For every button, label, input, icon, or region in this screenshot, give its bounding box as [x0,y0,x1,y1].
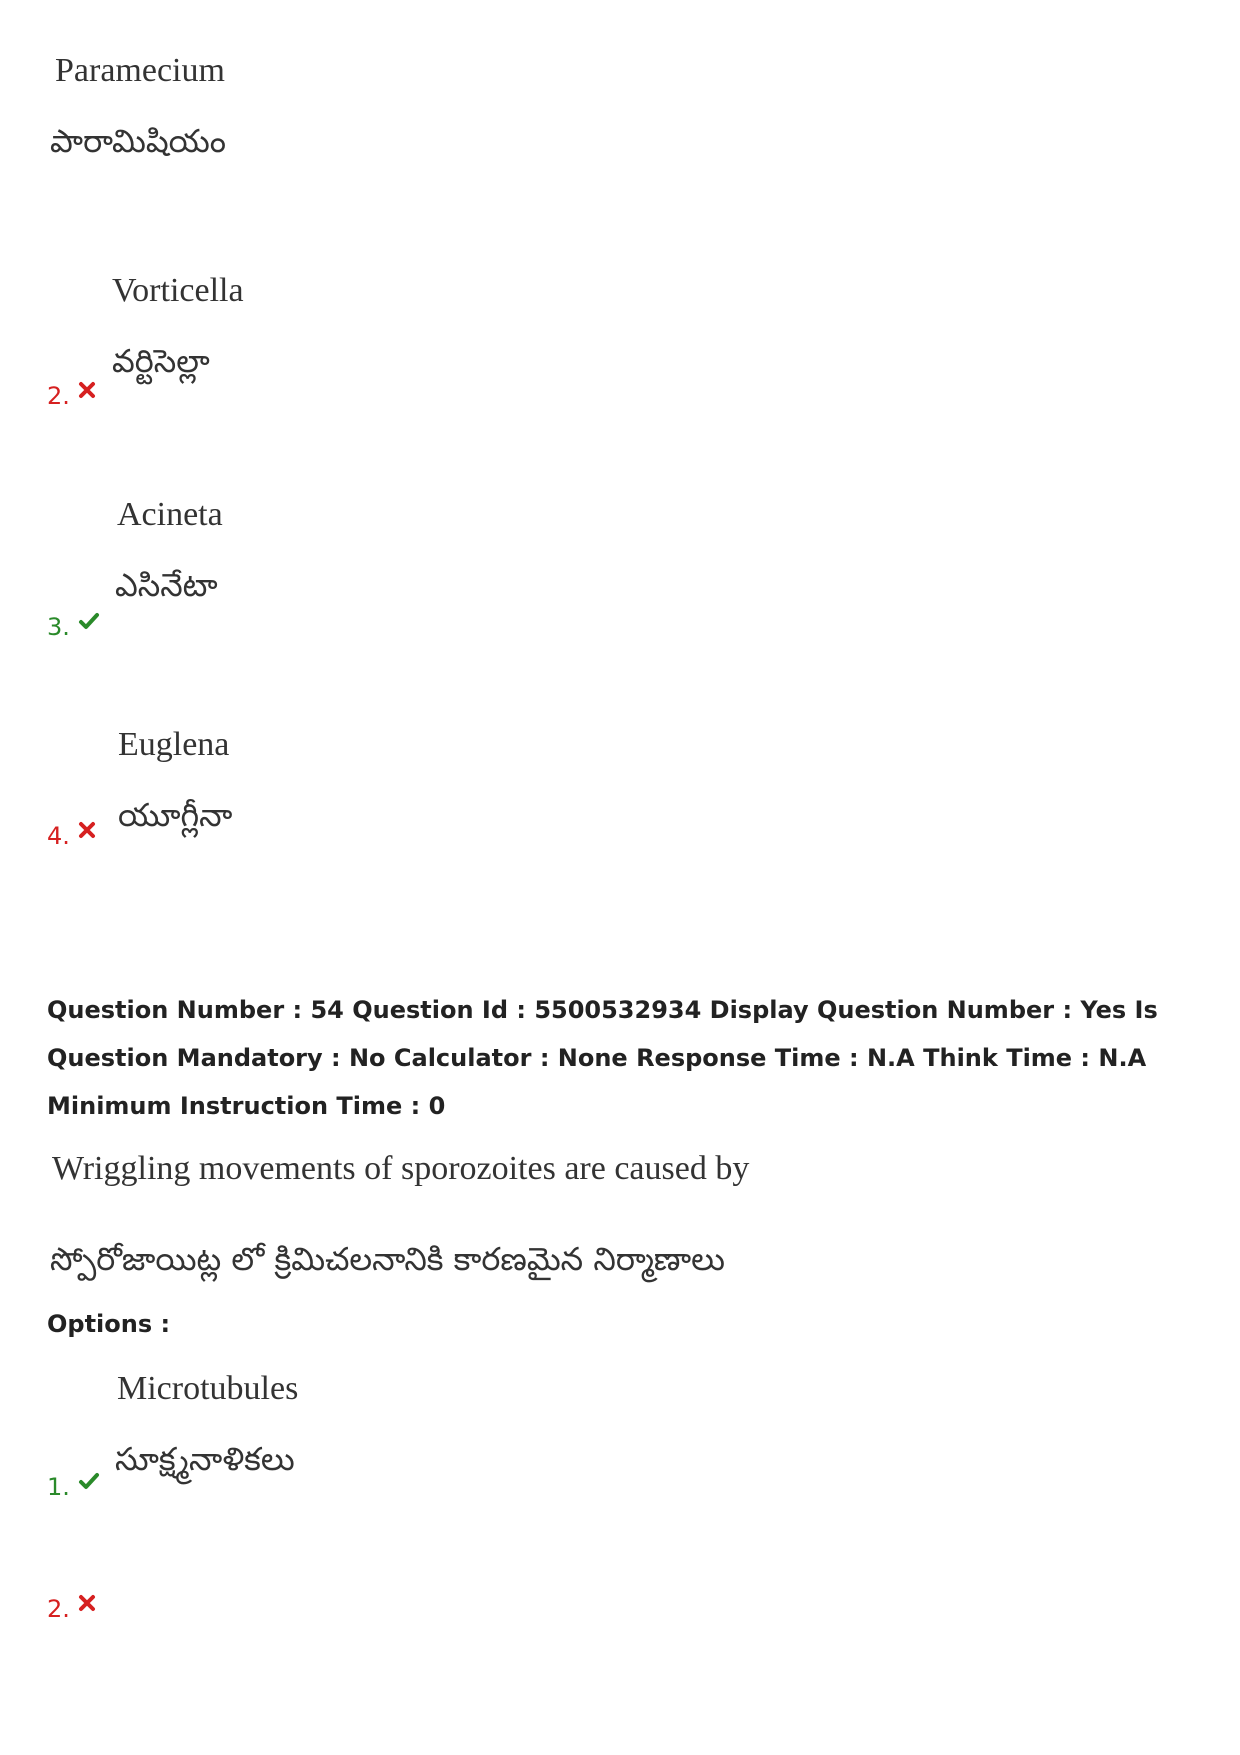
option-4-english: Euglena [118,726,230,763]
question-text-english: Wriggling movements of sporozoites are caused by [52,1150,750,1187]
question-text-telugu: స్పోరోజాయిట్ల లో క్రిమిచలనానికి కారణమైన నిర్మాణాలు [50,1240,725,1278]
q54-option-1-english: Microtubules [117,1370,299,1407]
option-3-telugu: ఎసినేటా [115,566,218,604]
option-2-marker [47,382,96,410]
option-3-english: Acineta [117,496,223,533]
option-4-telugu: యూగ్లీనా [118,796,233,834]
cross-icon [78,381,96,399]
option-2-telugu: వర్టిసెల్లా [112,342,210,380]
option-4-marker [47,822,96,850]
option-1-english: Paramecium [55,52,225,89]
cross-icon [78,1594,96,1612]
option-1-telugu: పారామిషియం [50,122,227,160]
cross-icon [78,821,96,839]
q54-option-1-marker [47,1473,100,1501]
check-icon [78,612,100,630]
options-label: Options : [47,1310,171,1338]
option-number: 4. [47,822,70,850]
option-number: 2. [47,382,70,410]
option-number: 2. [47,1595,70,1623]
option-number: 3. [47,613,70,641]
option-number: 1. [47,1473,70,1501]
question-header: Question Number : 54 Question Id : 5500532934 Display Question Number : Yes Is Question Mandatory : No Calculator : None Response Time : N.A Think Time : N.A Minimum Instruction Time : 0 [47,996,1158,1120]
check-icon [78,1472,100,1490]
option-2-english: Vorticella [112,272,244,309]
q54-option-1-telugu: సూక్ష్మనాళికలు [115,1440,295,1478]
option-3-marker [47,613,100,641]
q54-option-2-marker [47,1595,96,1623]
